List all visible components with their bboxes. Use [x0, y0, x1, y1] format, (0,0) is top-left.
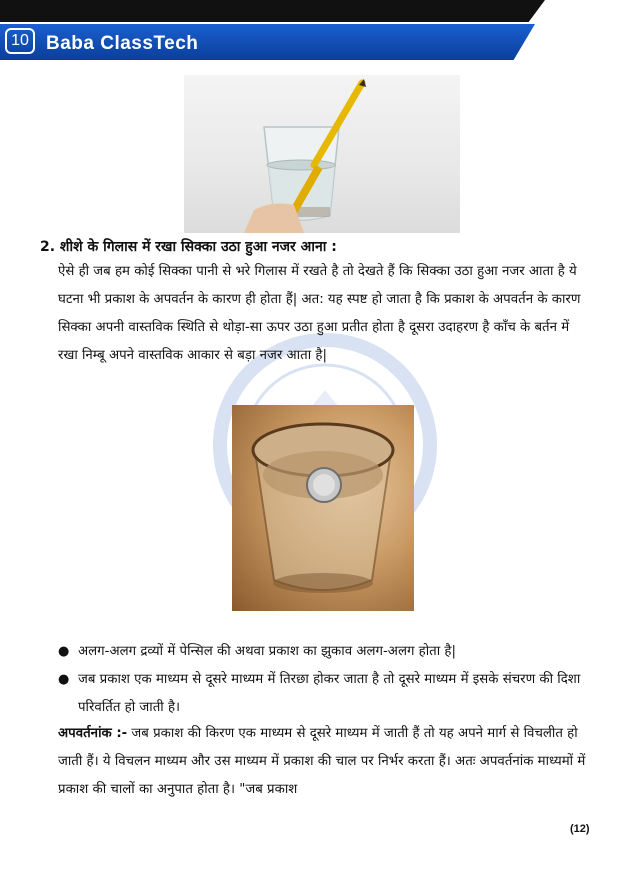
bullet-text: अलग-अलग द्रव्यों में पेन्सिल की अथवा प्रकाश का झुकाव अलग-अलग होता है|: [78, 644, 456, 659]
header-black-band: [0, 0, 545, 22]
coin-in-glass-photo: [232, 405, 414, 611]
section-paragraph: ऐसे ही जब हम कोई सिक्का पानी से भरे गिलास में रखते है तो देखते हैं कि सिक्का उठा हुआ नजर आता है ये घटना भी प्रकाश के अपवर्तन के कारण ही होता हैं| अत: यह स्पष्ट हो जाता है कि प्रकाश के अपवर्तन के कारण सिक्का अपनी वास्तविक स्थिति से थोड़ा-सा ऊपर उठा हुआ प्रतीत होता है दूसरा उदाहरण है काँच के बर्तन में रखा निम्बू अपने वास्तविक आकार से बड़ा नजर आता है|: [58, 264, 581, 363]
refractive-index-text: जब प्रकाश की किरण एक माध्यम से दूसरे माध्यम में जाती हैं तो यह अपने मार्ग से विचलीत हो जाती हैं। ये विचलन माध्यम और उस माध्यम में प्रकाश की चाल पर निर्भर करता हैं। अतः अपवर्तनांक माध्यमों में प्रकाश की चालों का अनुपात होता है। "जब प्रकाश: [58, 726, 586, 797]
bullet-item: [58, 666, 598, 722]
bullet-text: जब प्रकाश एक माध्यम से दूसरे माध्यम में तिरछा होकर जाता है तो दूसरे माध्यम में इसके संचरण की दिशा परिवर्तित हो जाती है।: [78, 672, 581, 715]
coin-glass-illustration: [232, 405, 414, 611]
bullet-item: [58, 638, 598, 666]
refractive-index-term: अपवर्तनांक :-: [58, 726, 128, 741]
section-heading: 2. शीशे के गिलास में रखा सिक्का उठा हुआ नजर आना :: [40, 239, 337, 255]
refractive-index-paragraph: [58, 720, 593, 804]
bullet-dot-icon: ●: [58, 644, 70, 659]
pencil-in-glass-photo: [184, 75, 460, 233]
bullet-dot-icon: ●: [58, 672, 70, 687]
pencil-glass-illustration: [184, 75, 460, 233]
page-number: (12): [570, 823, 590, 835]
chapter-number-badge: 10: [5, 28, 35, 54]
brand-title: Baba ClassTech: [46, 33, 199, 54]
bullet-list: [58, 638, 598, 722]
